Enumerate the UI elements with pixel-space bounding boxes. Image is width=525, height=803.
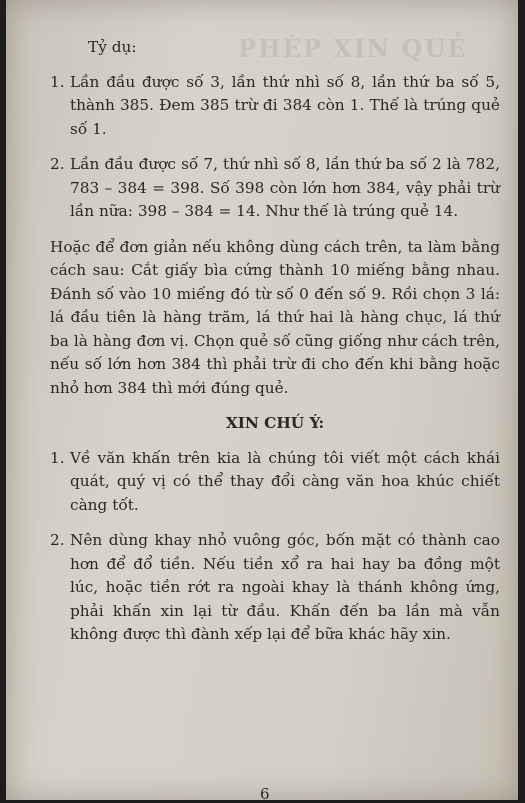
page-content [50, 36, 500, 659]
example-text: Lần đầu được số 7, thứ nhì số 8, lần thứ ba số 2 là 782, 783 – 384 = 398. Số 398 còn lớn hơn 384, vậy phải trừ lần nữa: 398 – 384 = 14. Như thế là trúng quẻ 14. [70, 155, 500, 220]
book-page [6, 0, 518, 803]
page-number: 6 [260, 785, 270, 803]
intro-text: Tỷ dụ: [88, 38, 137, 56]
note-number: 2. [50, 531, 65, 549]
notes-list [50, 447, 500, 647]
note-number: 1. [50, 448, 65, 467]
example-number: 2. [50, 155, 65, 173]
example-number: 1. [50, 72, 65, 91]
example-item [50, 153, 500, 224]
note-item [50, 529, 500, 647]
example-text: Lần đầu được số 3, lần thứ nhì số 8, lần thứ ba số 5, thành 385. Đem 385 trừ đi 384 còn 1. Thế là trúng quẻ số 1. [70, 72, 500, 138]
show-through-heading: PHÉP XIN QUẺ [238, 34, 468, 63]
alternative-method-paragraph: Hoặc để đơn giản nếu không dùng cách trên, ta làm bằng cách sau: Cắt giấy bìa cứng thành 10 miếng bằng nhau. Đánh số vào 10 miếng đó từ số 0 đến số 9. Rồi chọn 3 lá: lá đầu tiên là hàng trăm, lá thứ hai là hàng chục, lá thứ ba là hàng đơn vị. Chọn quẻ số cũng giống như cách trên, nếu số lớn hơn 384 thì phải trừ đi cho đến khi bằng hoặc nhỏ hơn 384 thì mới đúng quẻ. [50, 237, 500, 397]
example-item [50, 71, 500, 142]
note-text: Nên dùng khay nhỏ vuông góc, bốn mặt có thành cao hơn để đổ tiền. Nếu tiền xổ ra hai hay ba đồng một lúc, hoặc tiền rớt ra ngoài khay là thánh không ứng, phải khấn xin lại từ đầu. Khấn đến ba lần mà vẫn không được thì đành xếp lại để bữa khác hãy xin. [70, 531, 500, 643]
note-item [50, 447, 500, 518]
examples-list [50, 71, 500, 224]
notice-heading: XIN CHÚ Ý: [225, 414, 325, 432]
note-text: Về văn khấn trên kia là chúng tôi viết một cách khái quát, quý vị có thể thay đổi càng văn hoa khúc chiết càng tốt. [70, 448, 500, 514]
